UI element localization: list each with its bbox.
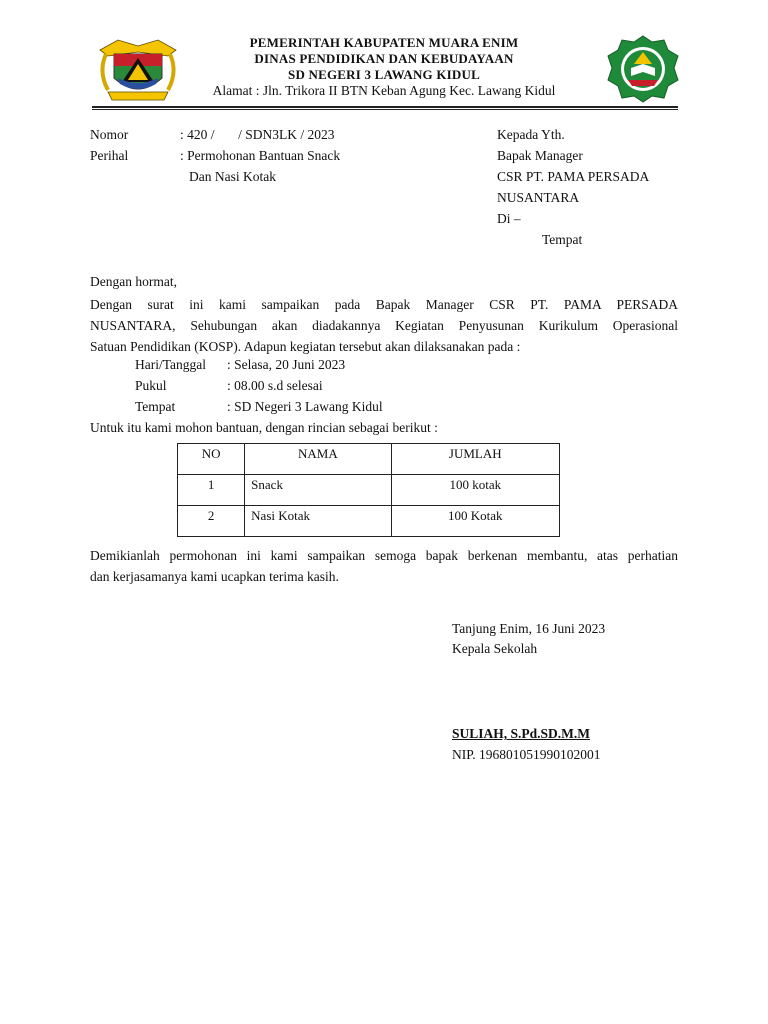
closing-paragraph-line-1: Demikianlah permohonan ini kami sampaikan semoga bapak berkenan membantu, atas perhatian [90,548,678,563]
table-cell-nama: Snack [245,475,391,506]
perihal-label: Perihal [90,148,129,163]
kop-department-line: DINAS PENDIDIKAN DAN KEBUDAYAAN [254,51,514,66]
detail-label-date: Hari/Tanggal [135,357,207,372]
kop-address: Alamat : Jln. Trikora II BTN Keban Agung Kec. Lawang Kidul [212,83,556,98]
table-cell-jumlah: 100 kotak [391,475,559,506]
detail-value-time: : 08.00 s.d selesai [227,378,323,393]
table-header-row [178,444,560,475]
greeting: Dengan hormat, [90,274,177,289]
recipient-line-5: Di – [497,211,521,226]
closing-paragraph-line-2: dan kerjasamanya kami ucapkan terima kasih. [90,569,339,584]
table-header-nama: NAMA [245,444,391,475]
table-row [178,506,560,537]
recipient-line-6: Tempat [542,232,583,247]
perihal-value-continued: Dan Nasi Kotak [189,169,276,184]
table-cell-no: 2 [178,506,245,537]
signature-place-date: Tanjung Enim, 16 Juni 2023 [452,621,606,636]
perihal-value: : Permohonan Bantuan Snack [180,148,341,163]
detail-label-time: Pukul [135,378,167,393]
recipient-line-4: NUSANTARA [497,190,580,205]
kop-divider-thick [92,106,678,108]
table-cell-nama: Nasi Kotak [245,506,391,537]
nomor-label: Nomor [90,127,129,142]
table-row [178,475,560,506]
nomor-value: : 420 / / SDN3LK / 2023 [180,127,335,142]
recipient-line-1: Kepada Yth. [497,127,565,142]
detail-label-place: Tempat [135,399,176,414]
table-header-jumlah: JUMLAH [391,444,559,475]
opening-paragraph-line-2: NUSANTARA, Sehubungan akan diadakannya Kegiatan Penyusunan Kurikulum Operasional [90,318,678,333]
closing-paragraph [90,545,678,587]
recipient-line-2: Bapak Manager [497,148,583,163]
kop-school-name: SD NEGERI 3 LAWANG KIDUL [288,67,480,82]
detail-value-place: : SD Negeri 3 Lawang Kidul [227,399,383,414]
recipient-line-3: CSR PT. PAMA PERSADA [497,169,650,184]
request-table [177,443,560,537]
opening-paragraph [90,294,678,357]
signature-position: Kepala Sekolah [452,641,538,656]
table-intro: Untuk itu kami mohon bantuan, dengan rincian sebagai berikut : [90,420,438,435]
opening-paragraph-line-1: Dengan surat ini kami sampaikan pada Bapak Manager CSR PT. PAMA PERSADA [90,297,678,312]
signature-nip: NIP. 196801051990102001 [452,747,601,762]
detail-value-date: : Selasa, 20 Juni 2023 [227,357,346,372]
table-cell-no: 1 [178,475,245,506]
opening-paragraph-line-3: Satuan Pendidikan (KOSP). Adapun kegiatan tersebut akan dilaksanakan pada : [90,339,521,354]
table-cell-jumlah: 100 Kotak [391,506,559,537]
kop-divider-thin [92,109,678,110]
kop-government-line: PEMERINTAH KABUPATEN MUARA ENIM [249,35,519,50]
table-header-no: NO [178,444,245,475]
tut-wuri-handayani-icon [604,34,682,104]
signature-name: SULIAH, S.Pd.SD.M.M [452,726,591,741]
